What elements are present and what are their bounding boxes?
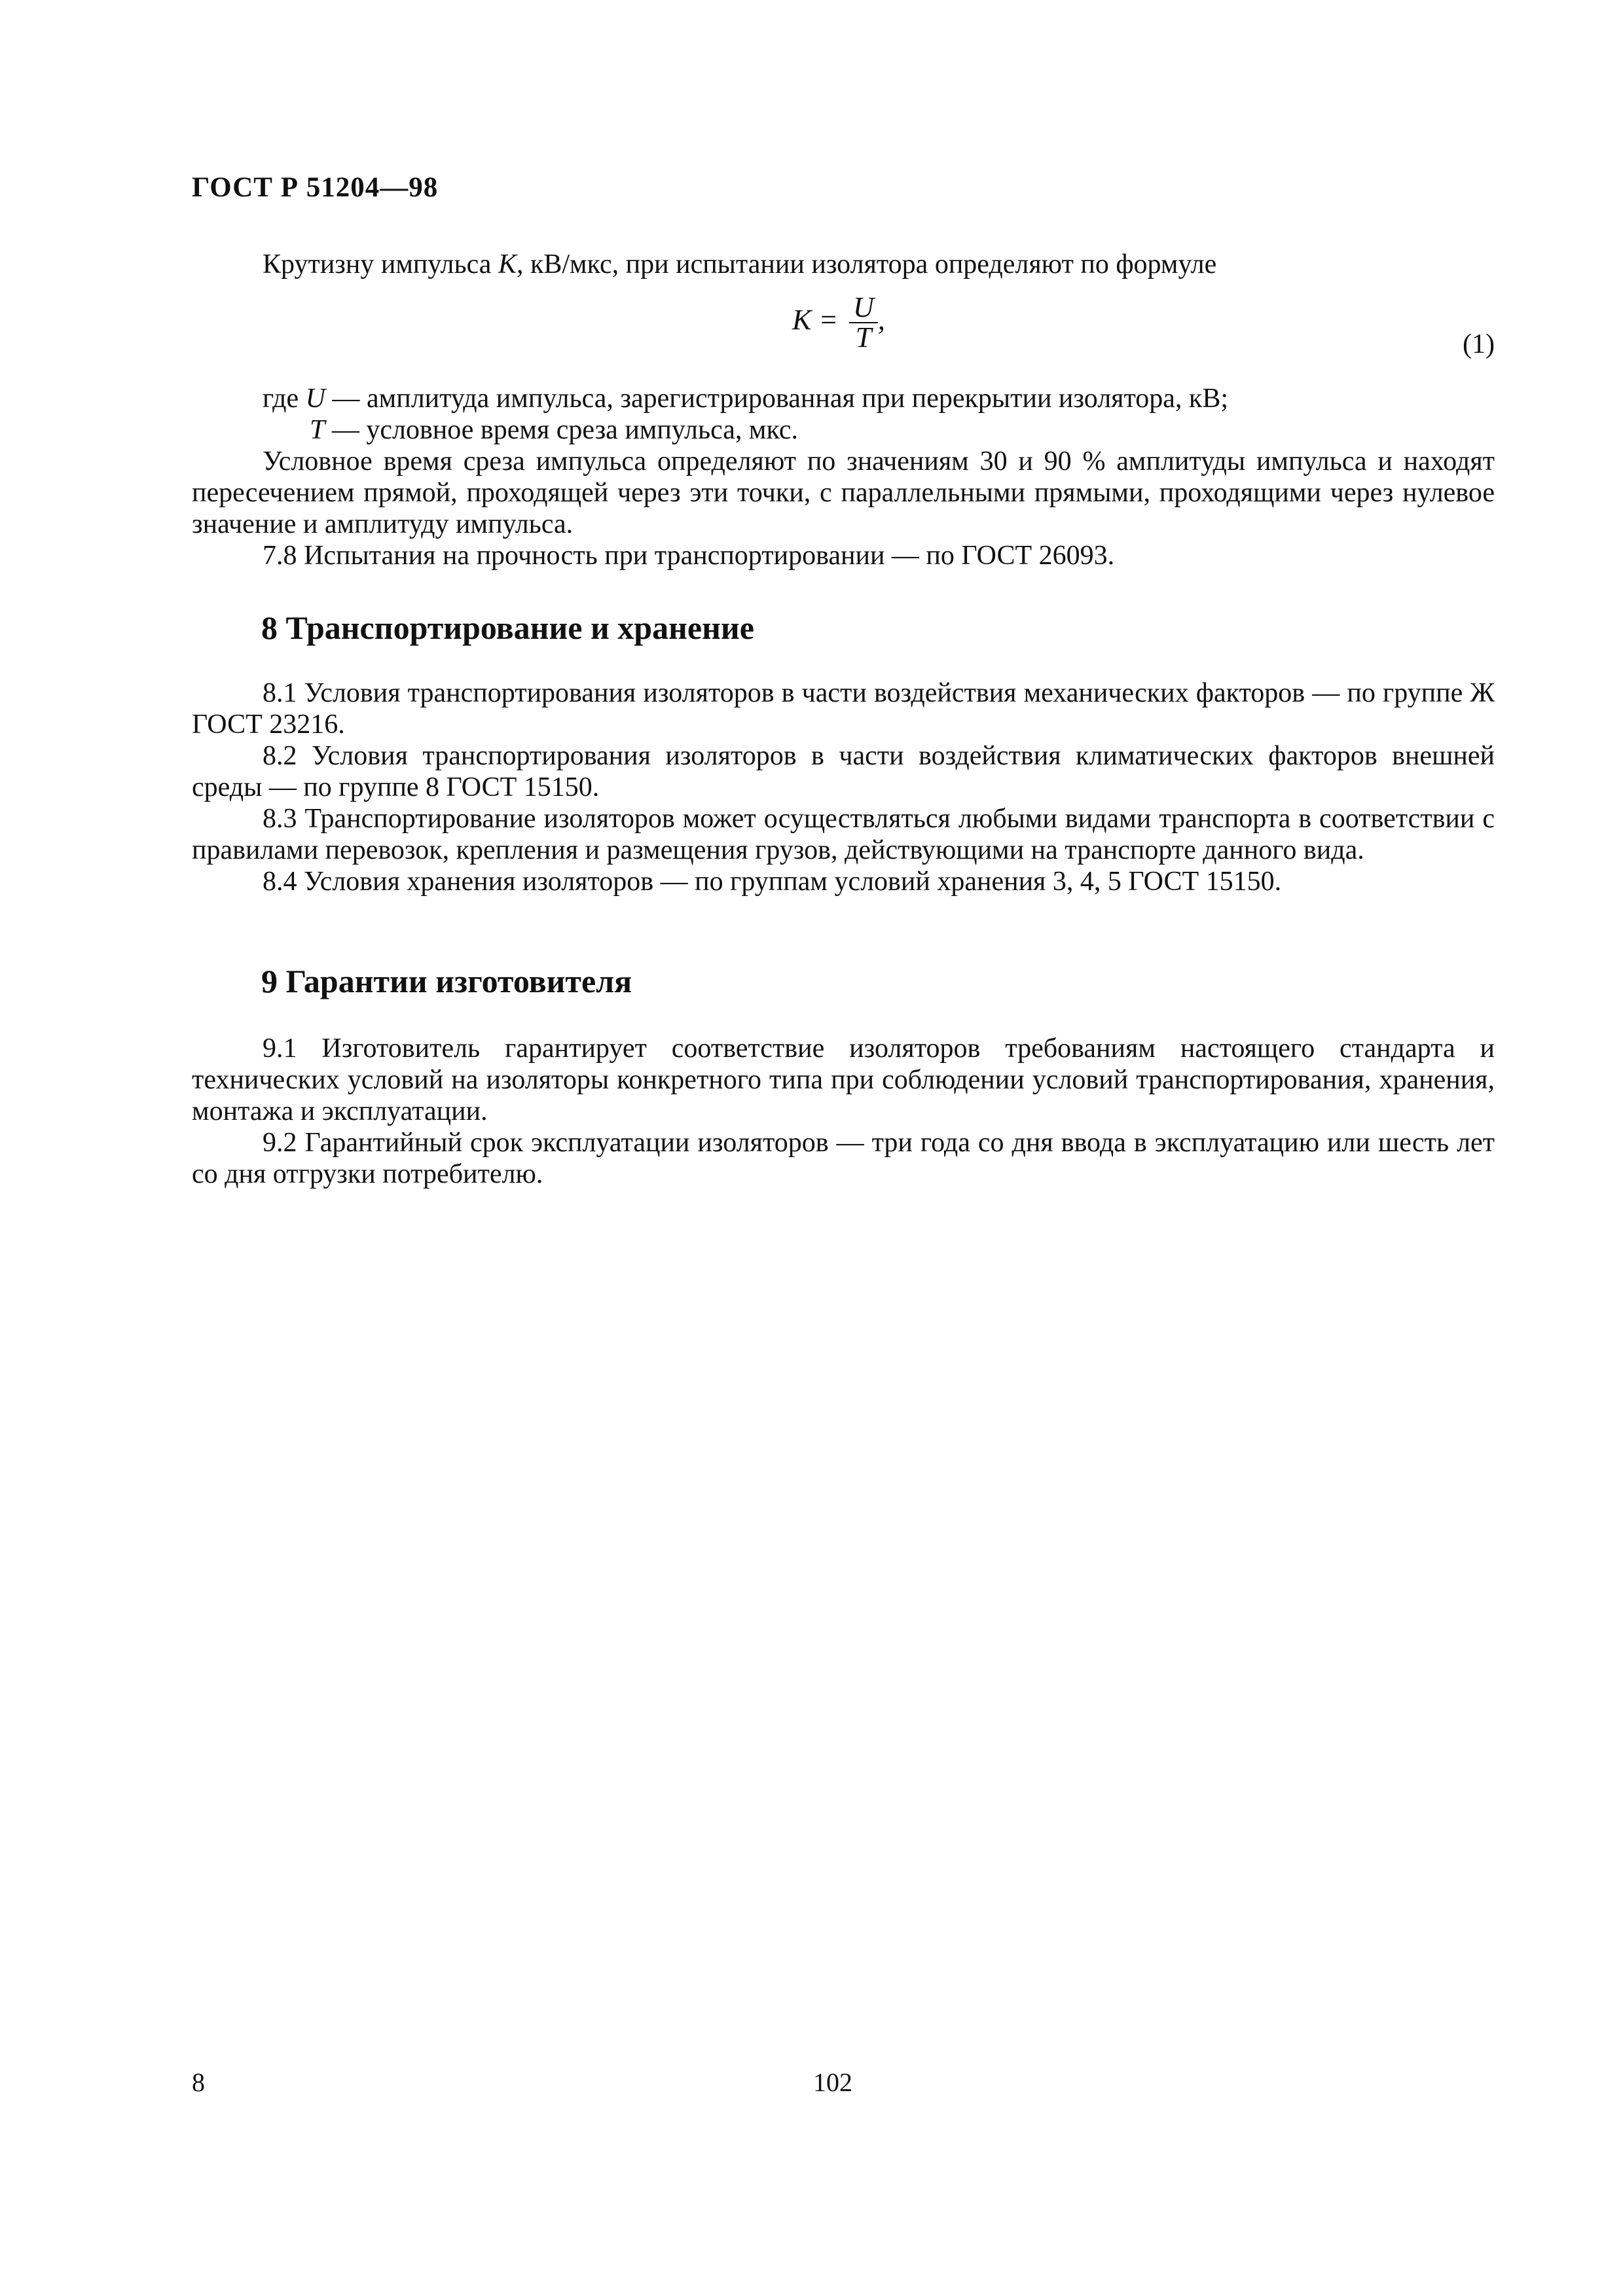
- where-u-text: — амплитуда импульса, зарегистрированная при перекрытии изолятора, кВ;: [332, 384, 1229, 414]
- section-9-title: 9 Гарантии изготовителя: [261, 963, 632, 999]
- where-prefix: где: [263, 384, 299, 414]
- paragraph-8-3: 8.3 Транспортирование изоляторов может осуществляться любыми видами транспорта в соответствии с правилами перевозок, крепления и размещения грузов, действующими на транспорте данного вида.: [192, 804, 1495, 865]
- page-number-center: 102: [813, 2068, 852, 2097]
- equation-number: (1): [1463, 329, 1495, 359]
- formula-denominator: T: [855, 321, 872, 353]
- var-t: T: [310, 415, 325, 445]
- intro-line: [192, 249, 1495, 280]
- paragraph-8-1: 8.1 Условия транспортирования изоляторов в части воздействия механических факторов — по группе Ж ГОСТ 23216.: [192, 678, 1495, 740]
- formula: [792, 293, 885, 352]
- paragraph-8-4: 8.4 Условия хранения изоляторов — по группам условий хранения 3, 4, 5 ГОСТ 15150.: [263, 867, 1282, 897]
- formula-lhs: K =: [792, 304, 839, 336]
- intro-text-after: , кВ/мкс, при испытании изолятора определяют по формуле: [516, 249, 1217, 279]
- formula-comma: ,: [877, 304, 885, 336]
- page-number-left: 8: [192, 2068, 205, 2097]
- section-8-body: [192, 677, 1495, 897]
- paragraph-8-2: 8.2 Условия транспортирования изоляторов в части воздействия климатических факторов внешней среды — по группе 8 ГОСТ 15150.: [192, 741, 1495, 802]
- where-t: [192, 414, 1495, 446]
- paragraph-cut-time: Условное время среза импульса определяют по значениям 30 и 90 % амплитуды импульса и находят пересечением прямой, проходящей через эти точки, с параллельными прямыми, проходящими через нулевое значение и амплитуду импульса.: [192, 446, 1495, 539]
- formula-numerator: U: [849, 293, 878, 323]
- intro-paragraph: [192, 249, 1495, 280]
- where-block: [192, 383, 1495, 571]
- paragraph-9-1: 9.1 Изготовитель гарантирует соответствие изоляторов требованиям настоящего стандарта и технических условий на изоляторы конкретного типа при соблюдении условий транспортирования, хранения, монтажа и эксплуатации.: [192, 1033, 1495, 1126]
- where-u: [192, 383, 1495, 414]
- document-header: ГОСТ Р 51204—98: [192, 172, 439, 203]
- intro-text: Крутизну импульса: [263, 249, 492, 279]
- section-9-body: [192, 1033, 1495, 1190]
- var-k: K: [498, 249, 517, 279]
- formula-fraction: [849, 293, 878, 352]
- section-8-title: 8 Транспортирование и хранение: [261, 609, 754, 646]
- paragraph-7-8: 7.8 Испытания на прочность при транспортировании — по ГОСТ 26093.: [263, 541, 1115, 571]
- where-t-text: — условное время среза импульса, мкс.: [331, 415, 798, 445]
- paragraph-9-2: 9.2 Гарантийный срок эксплуатации изоляторов — три года со дня ввода в эксплуатацию или шесть лет со дня отгрузки потребителю.: [192, 1128, 1495, 1189]
- var-u: U: [305, 384, 325, 414]
